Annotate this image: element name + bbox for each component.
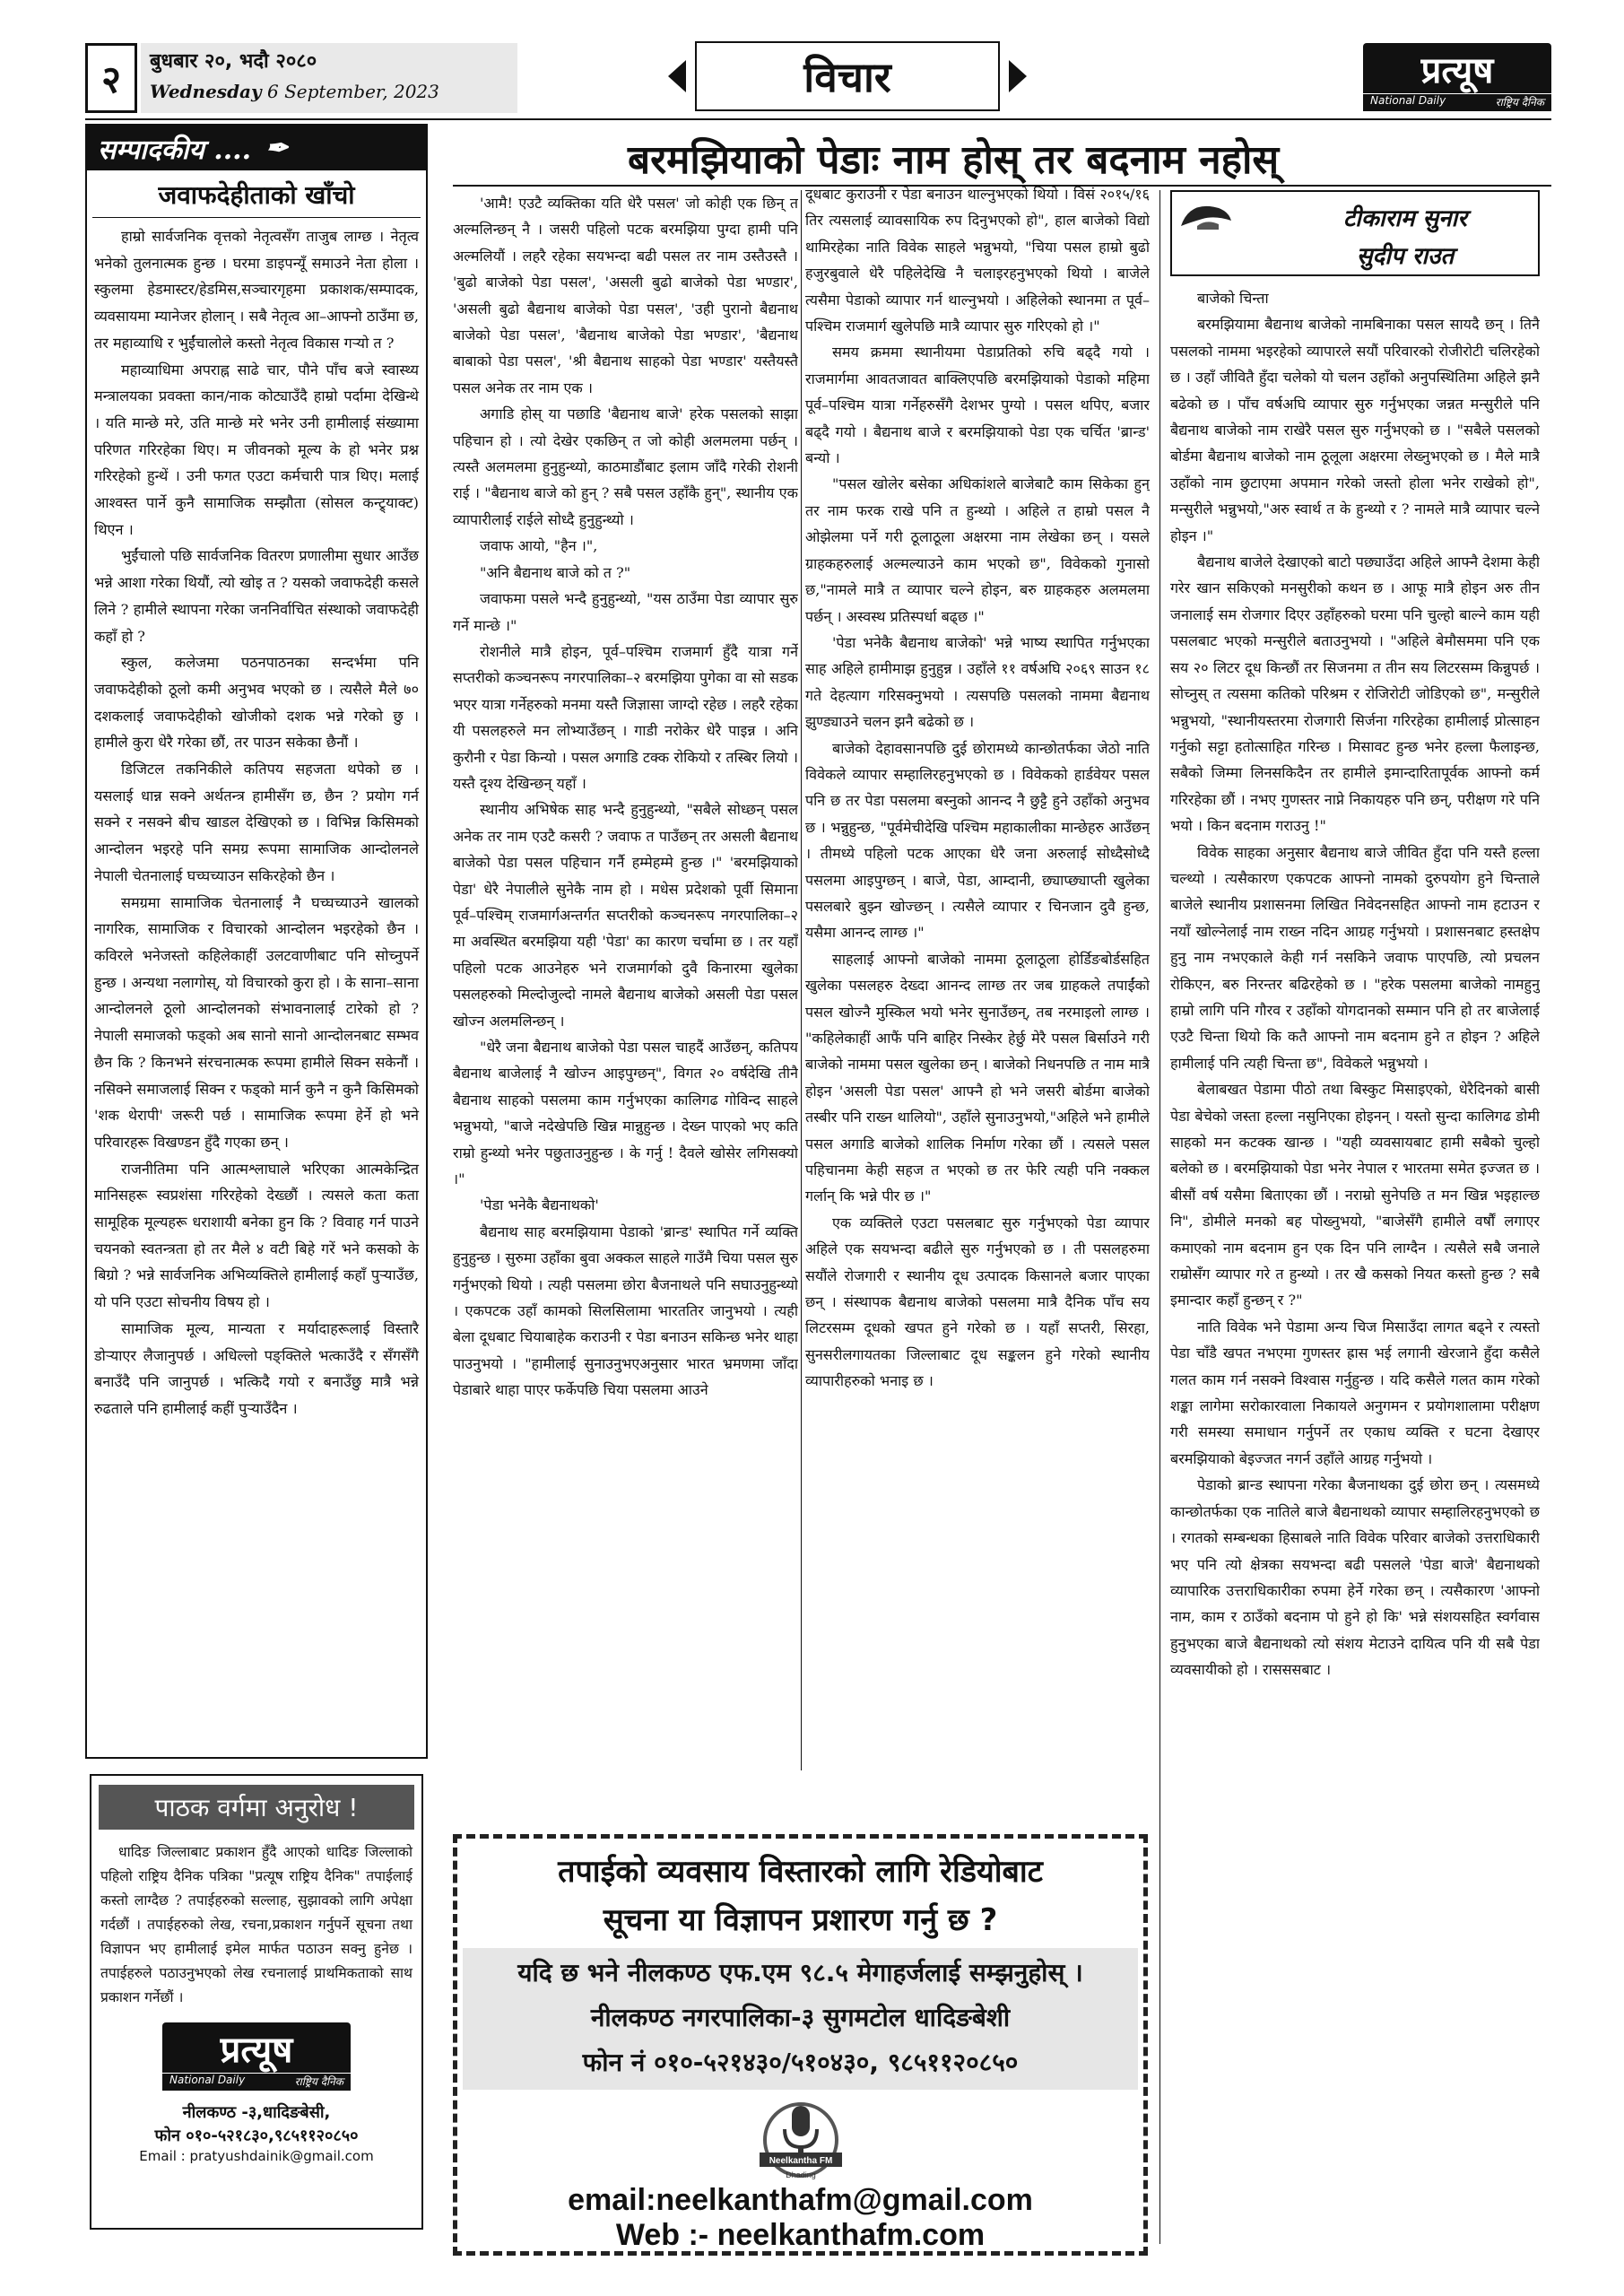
article-column-2 [805, 181, 1150, 1770]
article-paragraph: पेडाको ब्रान्ड स्थापना गरेका बैजनाथका दुई छोरा छन् । त्यसमध्ये कान्छोतर्फका एक नातिले बाजे बैद्यनाथको व्यापार सम्हालिरहनुभएको छ । रगतको सम्बन्धका हिसाबले नाति विवेक परिवार बाजेको उत्तराधिकारी भए पनि त्यो क्षेत्रका सयभन्दा बढी पसलले 'पेडा बाजे' बैद्यनाथको व्यापारिक उत्तराधिकारीका रुपमा हेर्ने गरेका छन् । त्यसैकारण 'आफ्नो नाम, काम र ठाउँको बदनाम पो हुने हो कि' भन्ने संशयसहित स्वर्गवास हुनुभएका बाजे बैद्यनाथको त्यो संशय मेटाउने दायित्व पनि यी सबै पेडा व्यवसायीको हो । रासससबाट । [1170, 1476, 1540, 1679]
article-paragraph: अगाडि होस् या पछाडि 'बैद्यनाथ बाजे' हरेक पसलको साझा पहिचान हो । त्यो देखेर एकछिन् त जो कोही अलमलमा पर्छन् । त्यस्तै अलमलमा हुनुहुन्थ्यो, काठमाडौंबाट इलाम जाँदै गरेकी रोशनी राई । "बैद्यनाथ बाजे को हुन् ? सबै पसल उहाँकै हुन्", स्थानीय एक व्यापारीलाई राईले सोध्दै हुनुहुन्थ्यो । [453, 405, 798, 528]
neelkantha-fm-logo-icon [747, 2093, 855, 2181]
editorial-paragraph: समग्रमा सामाजिक चेतनालाई नै घच्घच्याउने खालको नागरिक, सामाजिक र विचारको आन्दोलन भइरहेको छैन ।कविरले भनेजस्तो कहिलेकाहीं उलटवाणीबाट पनि सोच्नुपर्ने हुन्छ । अन्यथा नलागोस्, यो विचारको कुरा हो । के साना–साना आन्दोलनले ठूलो आन्दोलनको संभावनालाई टारेको हो ? नेपाली समाजको फड्को अब सानो सानो आन्दोलनबाट सम्भव छैन कि ? किनभने संरचनात्मक रूपमा हामीले सिक्न सकेनौं । नसिक्ने समाजलाई सिक्न र फड्को मार्न कुनै न कुनै किसिमको 'शक थेरापी' जरूरी पर्छ । सामाजिक रूपमा हेर्ने हो भने परिवारहरू विखण्डन हुँदै गएका छन् । [94, 893, 419, 1151]
article-paragraph: 'आमै! एउटै व्यक्तिका यति धेरै पसल' जो कोही एक छिन् त अल्मलिन्छन् नै । जसरी पहिलो पटक बरमझिया पुग्दा हामी पनि अल्मलियौं । लहरै रहेका सयभन्दा बढी पसल तर नाम उस्तैउस्तै । 'बुढो बाजेको पेडा पसल', 'असली बुढो बाजेको पेडा भण्डार', 'असली बुढो बैद्यनाथ बाजेको पेडा पसल', 'उही पुरानो बैद्यनाथ बाजेको पेडा पसल', 'बैद्यनाथ बाजेको पेडा भण्डार', 'बैद्यनाथ बाबाको पेडा पसल', 'श्री बैद्यनाथ साहको पेडा भण्डार' यस्तैयस्तै पसल अनेक तर नाम एक । [453, 195, 798, 396]
reader-request-box [90, 1774, 423, 2230]
logo-subtitle [1363, 93, 1551, 111]
editorial-title: जवाफदेहीताको खाँचो [92, 170, 421, 218]
article-column-3 [1170, 285, 1540, 2222]
author-name-1: टीकाराम सुनार [1343, 205, 1467, 232]
article-paragraph: स्थानीय अभिषेक साह भन्दै हुनुहुन्थ्यो, "सबैले सोध्छन् पसल अनेक तर नाम एउटै कसरी ? जवाफ त पाउँछन् तर असली बैद्यनाथ बाजेको पेडा पसल पहिचान गर्नै हम्मेहम्मे हुन्छ ।" 'बरमझियाको पेडा' धेरै नेपालीले सुनेकै नाम हो । मधेस प्रदेशको पूर्वी सिमाना पूर्व–पश्चिम् राजमार्गअन्तर्गत सप्तरीको कञ्चनरूप नगरपालिका–२ मा अवस्थित बरमझिया यही 'पेडा' का कारण चर्चामा छ । तर यहाँ पहिलो पटक आउनेहरु भने राजमार्गको दुवै किनारमा खुलेका पसलहरुको मिल्दोजुल्दो नामले बैद्यनाथ बाजेको असली पेडा पसल खोज्न अलमलिन्छन् । [453, 801, 798, 1030]
article-headline: बरमझियाको पेडाः नाम होस् तर बदनाम नहोस् [628, 137, 1280, 183]
article-paragraph: साहलाई आफ्नो बाजेको नाममा ठूलाठूला होर्डिङबोर्डसहित खुलेका पसलहरु देख्दा आनन्द लाग्छ तर जब ग्राहकले तपाईंको पसल खोज्नै मुस्किल भयो भनेर सुनाउँछन्, तब नरमाइलो लाग्छ । "कहिलेकाहीं आफैं पनि बाहिर निस्केर हेर्छु मेरै पसल बिर्साउने गरी बाजेको नाममा पसल खुलेका छन् । बाजेको निधनपछि त नाम मात्रै होइन 'असली पेडा पसल' आफ्नै हो भने जसरी बोर्डमा बाजेको तस्बीर पनि राख्न थालियो", उहाँले सुनाउनुभयो,"अहिले भने हामीले पसल अगाडि बाजेको शालिक निर्माण गरेका छौं । त्यसले पसल पहिचानमा केही सहज त भएको छ तर फेरि त्यही पनि नक्कल गर्लान् कि भन्ने पीर छ ।" [805, 950, 1150, 1205]
reader-request-contact [91, 2101, 421, 2148]
editorial-paragraph: भुईंचालो पछि सार्वजनिक वितरण प्रणालीमा सुधार आउँछ भन्ने आशा गरेका थियौं, त्यो खोइ त ? यसको जवाफदेही कसले लिने ? हामीले स्थापना गरेका जननिर्वाचित संस्थाको जवाफदेही कहाँ हो ? [94, 547, 419, 645]
ad-email[interactable]: email:neelkanthafm@gmail.com [568, 2183, 1033, 2217]
logo-sub-english: National Daily [169, 2074, 246, 2086]
arrow-left-icon [668, 60, 686, 92]
page-number: २ [85, 43, 137, 113]
ad-website[interactable]: Web :- neelkanthafm.com [615, 2218, 986, 2252]
author-box [1170, 190, 1540, 276]
editorial-paragraph: राजनीतिमा पनि आत्मश्लाघाले भरिएका आत्मकेन्द्रित मानिसहरू स्वप्रशंसा गरिरहेको देख्छौं । त्यसले कता कता सामूहिक मूल्यहरू धराशायी बनेका हुन कि ? विवाह गर्न पाउने चयनको स्वतन्त्रता हो तर मैले ४ वटी बिहे गरें भने कसको के बिग्रो ? भन्ने सार्वजनिक अभिव्यक्तिले हामीलाई कहाँ पुर्‍याउँछ, यो पनि एउटा सोचनीय विषय हो । [94, 1160, 419, 1311]
arrow-right-icon [1009, 60, 1027, 92]
logo-sub-nepali: राष्ट्रिय दैनिक [294, 2075, 343, 2088]
ad-headline-1: तपाईको व्यवसाय विस्तारको लागि रेडियोबाट [558, 1854, 1043, 1890]
author-name-2: सुदीप राउत [1356, 243, 1455, 270]
ad-phone: फोन नं ०१०-५२१४३०/५१०४३०, ९८५११२०८५० [582, 2048, 1019, 2077]
editorial-paragraph: सामाजिक मूल्य, मान्यता र मर्यादाहरूलाई विस्तारै डोऱ्याएर लैजानुपर्छ । अधिल्लो पङ्क्तिले भत्काउँदै र सँगसँगै बनाउँदै पनि जानुपर्छ । भत्किदै गयो र बनाउँछु मात्रै भन्ने रुढताले पनि हामीलाई कहीं पुर्‍याउँदैन । [94, 1319, 419, 1417]
date-nepali: बुधबार २०, भदौ २०८० [150, 50, 317, 73]
section-title: विचार [695, 41, 1000, 111]
logo-label: Neelkantha FM [769, 2156, 832, 2166]
editorial-header [87, 126, 426, 170]
editorial-paragraph: डिजिटल तकनिकीले कतिपय सहजता थपेको छ । यसलाई धान्न सक्ने अर्थतन्त्र हामीसँग छ, छैन ? प्रयोग गर्न सक्ने र नसक्ने बीच खाडल देखिएको छ । विभिन्न किसिमको आन्दोलन भइरहे पनि समग्र रूपमा सामाजिक आन्दोलनले नेपाली चेतनालाई घच्घच्याउन सकिरहेको छैन । [94, 761, 419, 884]
logo-sublabel: Dhading [785, 2170, 816, 2179]
article-paragraph: "पसल खोलेर बसेका अधिकांशले बाजेबाटै काम सिकेका हुन् तर नाम फरक राखे पनि त हुन्थ्यो । अहिले त हाम्रो पसल नै ओझेलमा पर्ने गरी ठूलाठूला अक्षरमा नाम लेखेका छन् । यसले ग्राहकहरुलाई अल्मल्याउने काम भएको छ", विवेकको गुनासो छ,"नामले मात्रै त व्यापार चल्ने होइन, बरु ग्राहकहरु अलमलमा पर्छन् । अस्वस्थ प्रतिस्पर्धा बढ्छ ।" [805, 475, 1150, 625]
column-divider [801, 190, 802, 1770]
newspaper-logo [1363, 43, 1551, 115]
article-subheading: बाजेको चिन्ता [1197, 290, 1269, 307]
article-subheading: 'पेडा भनेकै बैद्यनाथको' [480, 1196, 599, 1214]
reader-request-paragraph: धादिङ जिल्लाबाट प्रकाशन हुँदै आएको धादिङ जिल्लाको पहिलो राष्ट्रिय दैनिक पत्रिका "प्रत्यूष राष्ट्रिय दैनिक" तपाईलाई कस्तो लाग्दैछ ? तपाईहरुको सल्लाह, सुझावको लागि अपेक्षा गर्दछौं । तपाईहरुको लेख, रचना,प्रकाशन गर्नुपर्ने सूचना तथा विज्ञापन भए हामीलाई इमेल मार्फत पठाउन सक्नु हुनेछ । तपाईहरुले पठाउनुभएको लेख रचनालाई प्राथमिकताको साथ प्रकाशन गर्नेछौं । [100, 1844, 413, 2005]
reader-request-title: पाठक वर्गमा अनुरोध ! [99, 1785, 414, 1830]
article-paragraph: बैद्यनाथ साह बरमझियामा पेडाको 'ब्रान्ड' स्थापित गर्ने व्यक्ति हुनुहुन्छ । सुरुमा उहाँका बुवा अक्कल साहले गाउँमै चिया पसल सुरु गर्नुभएको थियो । त्यही पसलमा छोरा बैजनाथले पनि सघाउनुहुन्थ्यो । एकपटक उहाँ कामको सिलसिलामा भारततिर जानुभयो । त्यही बेला दूधबाट चियाबाहेक कराउनी र पेडा बनाउन सकिन्छ भनेर थाहा पाउनुभयो । "हामीलाई सुनाउनुभएअनुसार भारत भ्रमणमा जाँदा पेडाबारे थाहा पाएर फर्केपछि चिया पसलमा आउने [453, 1222, 798, 1399]
section-banner [668, 39, 1027, 113]
article-paragraph: दूधबाट कुराउनी र पेडा बनाउन थाल्नुभएको थियो । विसं २०१५/१६ तिर त्यसलाई व्यावसायिक रुप दिनुभएको हो", हाल बाजेको विद्यो थामिरहेका नाति विवेक साहले भन्नुभयो, "चिया पसल हाम्रो बुढो हजुरबुवाले धेरै पहिलेदेखि नै चलाइरहनुभएको थियो । बाजेले त्यसैमा पेडाको व्यापार गर्न थाल्नुभयो । अहिलेको स्थानमा त पूर्व–पश्चिम राजमार्ग खुलेपछि मात्रै व्यापार सुरु गरिएको हो ।" [805, 186, 1150, 335]
ad-headline-2: सूचना या विज्ञापन प्रशारण गर्नु छ ? [603, 1902, 998, 1938]
date-english-line [150, 81, 508, 102]
logo-subtitle [162, 2073, 351, 2091]
column-divider [1159, 190, 1160, 2244]
radio-advertisement [453, 1834, 1148, 2256]
reader-request-email[interactable]: Email : pratyushdainik@gmail.com [139, 2148, 374, 2164]
editorial-paragraph: स्कुल, कलेजमा पठनपाठनका सन्दर्भमा पनि जवाफदेहीको ठूलो कमी अनुभव भएको छ । त्यसैले मैले ७० दशकलाई जवाफदेहीको खोजीको दशक भन्ने गरेको छु । हामीले कुरा धेरै गरेका छौं, तर पाउन सकेका छैनौं । [94, 654, 419, 752]
newspaper-logo-small [162, 2022, 351, 2092]
article-paragraph: जवाफमा पसले भन्दै हुनुहुन्थ्यो, "यस ठाउँमा पेडा व्यापार सुरु गर्ने मान्छे ।" [453, 590, 798, 634]
article-paragraph: नाति विवेक भने पेडामा अन्य चिज मिसाउँदा लागत बढ्ने र त्यस्तो पेडा चाँडै खपत नभएमा गुणस्तर ह्रास भई लगानी खेरजाने हुँदा कसैले गलत काम गर्न नसक्ने विश्वास गर्नुहुन्छ । यदि कसैले गलत काम गरेको शङ्का लागेमा सरोकारवाला निकायले अनुगमन र प्रयोगशालामा परीक्षण गरी समस्या समाधान गर्नुपर्ने तर एकाध व्यक्ति र घटना देखाएर बरमझियाको बेइज्जत नगर्न उहाँले आग्रह गर्नुभयो । [1170, 1318, 1540, 1467]
article-paragraph: बैद्यनाथ बाजेले देखाएको बाटो पछ्याउँदा अहिले आफ्नै देशमा केही गरेर खान सकिएको मनसुरीको कथन छ । आफू मात्रै होइन अरु तीन जनालाई सम रोजगार दिएर उहाँहरुको घरमा पनि चुल्हो बाल्ने काम यही पसलबाट भएको मन्सुरीले बताउनुभयो । "अहिले बेमौसममा पनि एक सय २० लिटर दूध किन्छौं तर सिजनमा त तीन सय लिटरसम्म किन्नुपर्छ । सोच्नुस् त त्यसमा कतिको परिश्रम र रोजिरोटी जोडिएको छ", मन्सुरीले भन्नुभयो, "स्थानीयस्तरमा रोजगारी सिर्जना गरिरहेका हामीलाई प्रोत्साहन गर्नुको सट्टा हतोत्साहित गरिन्छ । मिसावट हुन्छ भनेर हल्ला फैलाइन्छ, सबैको जिम्मा लिनसकिदैन तर हामीले इमान्दारितापूर्वक आफ्नो कर्म गरिरहेका छौं । नभए गुणस्तर नाप्ने निकायहरु पनि छन्, परीक्षण गरे पनि भयो । किन बदनाम गराउनु !" [1170, 553, 1540, 835]
editorial-box [85, 124, 428, 1759]
article-paragraph: जवाफ आयो, "हैन ।", [480, 537, 598, 555]
page-header [85, 39, 1551, 120]
logo-sub-english: National Daily [1370, 94, 1446, 107]
article-paragraph: बाजेको देहावसानपछि दुई छोरामध्ये कान्छोतर्फका जेठो नाति विवेकले व्यापार सम्हालिरहनुभएको छ । विवेकको हार्डवेयर पसल पनि छ तर पेडा पसलमा बस्नुको आनन्द नै छुट्टै हुने उहाँको अनुभव छ । भन्नुहुन्छ, "पूर्वमेचीदेखि पश्चिम महाकालीका मान्छेहरु आउँछन् । तीमध्ये पहिलो पटक आएका धेरै जना अरुलाई सोध्दैसोध्दै पसलमा आइपुग्छन् । बाजे, पेडा, आम्दानी, छ्याप्छ्याप्ती खुलेका पसलबारे बुझ्न खोज्छन् । त्यसैले व्यापार र चिनजान दुवै हुन्छ, यसैमा आनन्द लाग्छ ।" [805, 739, 1150, 942]
pen-icon: ✒ [265, 132, 289, 164]
author-photo-icon [1179, 199, 1233, 231]
reader-request-body [91, 1839, 421, 2012]
article-paragraph: समय क्रममा स्थानीयमा पेडाप्रतिको रुचि बढ्दै गयो । राजमार्गमा आवतजावत बाक्लिएपछि बरमझियाको पेडाको महिमा पूर्व–पश्चिम यात्रा गर्नेहरुसँगै देशभर पुग्यो । पसल थपिए, बजार बढ्दै गयो । बैद्यनाथ बाजे र बरमझियाको पेडा एक चर्चित 'ब्रान्ड' बन्यो । [805, 344, 1150, 467]
article-paragraph: बेलाबखत पेडामा पीठो तथा बिस्कुट मिसाइएको, धेरैदिनको बासी पेडा बेचेको जस्ता हल्ला नसुनिएका होइनन् । यस्तो सुन्दा कालिगढ डोमी साहको मन कटक्क खान्छ । "यही व्यवसायबाट हामी सबैको चुल्हो बलेको छ । बरमझियाको पेडा भनेर नेपाल र भारतमा समेत इज्जत छ । बीसौं वर्ष यसैमा बिताएका छौं । नराम्रो सुनेपछि त मन खिन्न भइहाल्छ नि", डोमीले मनको बह पोख्नुभयो, "बाजेसँगै हामीले वर्षौं लगाएर कमाएको नाम बदनाम हुन एक दिन पनि लाग्दैन । त्यसैले सबै जनाले राम्रोसँग व्यापार गरे त हुन्थ्यो । तर खै कसको नियत कस्तो हुन्छ ? सबै इमान्दार कहाँ हुन्छन् र ?" [1170, 1081, 1540, 1309]
logo-text: प्रत्यूष [1363, 43, 1551, 93]
reader-request-phone: फोन ०१०-५२१८३०,९८५११२०८५० [154, 2126, 359, 2145]
logo-sub-nepali: राष्ट्रिय दैनिक [1495, 96, 1544, 109]
reader-request-address: नीलकण्ठ -३,धादिङबेसी, [182, 2103, 331, 2122]
article-paragraph: 'पेडा भनेकै बैद्यनाथ बाजेको' भन्ने भाष्य स्थापित गर्नुभएका साह अहिले हामीमाझ हुनुहुन्न । उहाँले ११ वर्षअघि २०६९ साउन १८ गते देहत्याग गरिसक्नुभयो । त्यसपछि पसलको नाममा बैद्यनाथ झुण्ड्याउने चलन झनै बढेको छ । [805, 633, 1150, 731]
header-rule [85, 118, 1551, 120]
article-paragraph: रोशनीले मात्रै होइन, पूर्व–पश्चिम राजमार्ग हुँदै यात्रा गर्ने सप्तरीको कञ्चनरूप नगरपालिका–२ बरमझिया पुगेका वा सो सडक भएर यात्रा गर्नेहरुको मनमा यस्तै जिज्ञासा जाग्दो रहेछ । लहरै रहेका यी पसलहरुले मन लोभ्याउँछन् । गाडी नरोकेर धेरै पाइन्न । अनि कुरौनी र पेडा किन्यो । पसल अगाडि टक्क रोकियो र तस्बिर लियो । यस्तै दृश्य देखिन्छन् यहाँ । [453, 642, 798, 792]
article-paragraph: एक व्यक्तिले एउटा पसलबाट सुरु गर्नुभएको पेडा व्यापार अहिले एक सयभन्दा बढीले सुरु गर्नुभएको छ । ती पसलहरुमा सयौंले रोजगारी र स्थानीय दूध उत्पादक किसानले बजार पाएका छन् । संस्थापक बैद्यनाथ बाजेको पसलमा मात्रै दैनिक पाँच सय लिटरसम्म दूधको खपत हुने गरेको छ । यहाँ सप्तरी, सिरहा, सुनसरीलगायतका जिल्लाबाट दूध सङ्कलन हुने गरेको स्थानीय व्यापारीहरुको भनाइ छ । [805, 1213, 1150, 1390]
editorial-label: सम्पादकीय .... [98, 134, 252, 166]
article-paragraph: विवेक साहका अनुसार बैद्यनाथ बाजे जीवित हुँदा पनि यस्तै हल्ला चल्थ्यो । त्यसैकारण एकपटक आफ्नो नामको दुरुपयोग हुने चिन्ताले बाजेले स्थानीय प्रशासनमा लिखित निवेदनसहित आफ्नो नाम हटाउन र नयाँ खोल्नेलाई नाम राख्न नदिन आग्रह गर्नुभयो । प्रशासनबाट हस्तक्षेप हुनु नाम नभएकाले केही गर्न नसकिने जवाफ पाएपछि, त्यो प्रचलन रोकिएन, बरु निरन्तर बढिरहेको छ । "हरेक पसलमा बाजेको नामहुनु हाम्रो लागि पनि गौरव र उहाँको योगदानको सम्मान पनि हो तर बाजेलाई एउटै चिन्ता थियो कि कतै आफ्नो नाम बदनाम हुने त होइन ? अहिले हामीलाई पनि त्यही चिन्ता छ", विवेकले भन्नुभयो । [1170, 843, 1540, 1072]
article-column-1 [453, 190, 798, 1770]
day-english: Wednesday [150, 81, 262, 102]
article-paragraph: बरमझियामा बैद्यनाथ बाजेको नामबिनाका पसल सायदै छन् । तिनै पसलको नाममा भइरहेको व्यापारले सयौं परिवारको रोजीरोटी चलिरहेको छ । उहाँ जीवितै हुँदा चलेको यो चलन उहाँको अनुपस्थितिमा अहिले झनै बढेको छ । पाँच वर्षअघि व्यापार सुरु गर्नुभएका जन्नत मन्सुरीले पनि बैद्यनाथ बाजेको नाम राखेरै पसल सुरु गर्नुभएको छ । "सबैले पसलको बोर्डमा बैद्यनाथ बाजेको नाम ठूलूला अक्षरमा लेख्नुभएको छ । मैले मात्रै उहाँको नाम छुटाएमा अपमान गरेको जस्तो होला भनेर राखेको हो", मन्सुरीले भन्नुभयो,"अरु स्वार्थ त के हुन्थ्यो र ? नामले मात्रै व्यापार चल्ने होइन ।" [1170, 316, 1540, 544]
ad-address: नीलकण्ठ नगरपालिका-३ सुगमटोल धादिङबेशी [590, 2003, 1011, 2032]
logo-text: प्रत्यूष [162, 2022, 351, 2073]
article-paragraph: "अनि बैद्यनाथ बाजे को त ?" [480, 563, 631, 581]
editorial-body [87, 218, 426, 1428]
ad-info-band [463, 1948, 1138, 2090]
editorial-paragraph: हाम्रो सार्वजनिक वृत्तको नेतृत्वसँग ताजुब लाग्छ । नेतृत्व भनेको तुलनात्मक हुन्छ । घरमा डाइपन्यूँ समाउने नेता होला । स्कुलमा हेडमास्टर/हेडमिस,सञ्चारगृहमा प्रकाशक/सम्पादक, व्यवसायमा म्यानेजर होलान् । सबै नेतृत्व आ–आफ्नो ठाउँमा छ, तर महाव्याधि र भुईंचालोले कस्तो नेतृत्व विकास गर्‍यो त ? [94, 228, 419, 352]
date-english: 6 September, 2023 [267, 81, 439, 102]
article-paragraph: "धेरै जना बैद्यनाथ बाजेको पेडा पसल चाहदैं आउँछन्, कतिपय बैद्यनाथ बाजेलाई नै खोज्न आइपुग्छन्", विगत २० वर्षदेखि तीनै बैद्यनाथ साहको पसलमा काम गर्नुभएका कालिगढ गोविन्द साहले भन्नुभयो, "बाजे नदेखेपछि खिन्न मान्नुहुन्छ । देख्न पाएको भए कति राम्रो हुन्थ्यो भनेर पछुताउनुहुन्छ । के गर्नु ! दैवले खोसेर लगिसक्यो ।" [453, 1039, 798, 1188]
date-block [141, 43, 517, 113]
ad-frequency: यदि छ भने नीलकण्ठ एफ.एम ९८.५ मेगाहर्जलाई सम्झनुहोस् । [517, 1958, 1083, 1987]
editorial-paragraph: महाव्याधिमा अपराह्न साढे चार, पौने पाँच बजे स्वास्थ्य मन्त्रालयका प्रवक्ता कान/नाक कोट्याउँदै हाम्रो पर्दामा देखिन्थे । यति मान्छे मरे, उति मान्छे मरे भनेर उनी हामीलाई संख्यामा परिणत गरिरहेका थिए। म जीवनको मूल्य के हो भनेर प्रश्न गरिरहेको हुन्थें । उनी फगत एउटा कर्मचारी पात्र थिए। मलाई आश्वस्त पार्ने कुनै सामाजिक सम्झौता (सोसल कन्ट्र्याक्ट) थिएन । [94, 361, 419, 538]
